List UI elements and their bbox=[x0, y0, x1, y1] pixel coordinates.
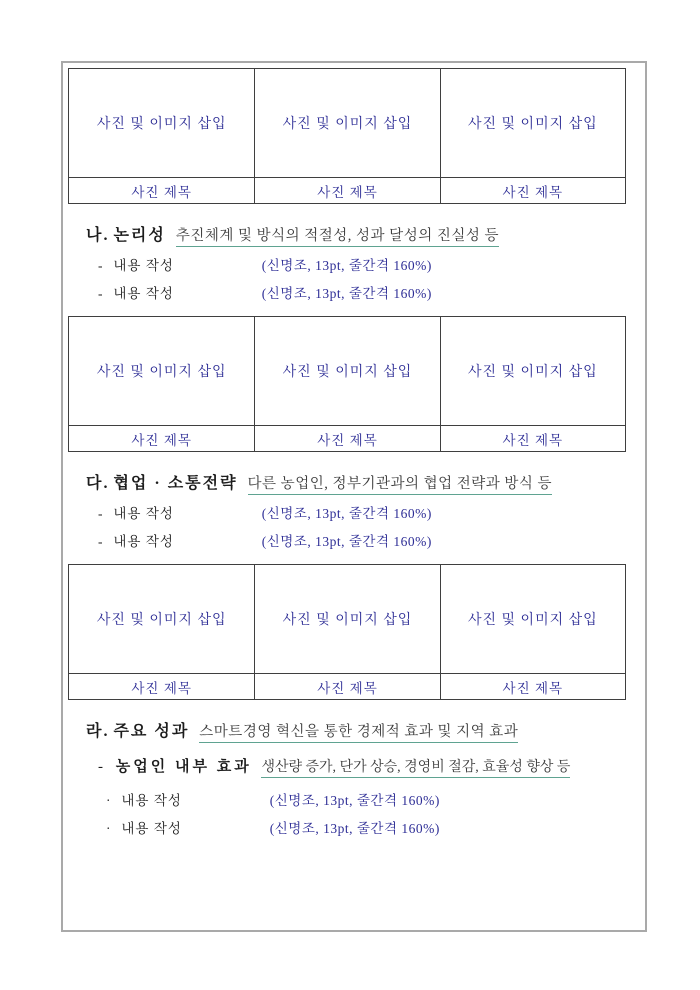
section-achievements bbox=[68, 720, 640, 843]
section-title: 주요 성과 bbox=[113, 723, 190, 740]
section-heading bbox=[68, 472, 640, 496]
section-heading bbox=[68, 224, 640, 248]
content-label: 내용 작성 bbox=[121, 821, 182, 836]
font-spec-note: (신명조, 13pt, 줄간격 160%) bbox=[269, 793, 440, 808]
photo-caption-text: 사진 제목 bbox=[131, 432, 192, 448]
photo-table-2 bbox=[68, 316, 626, 452]
font-spec-note: (신명조, 13pt, 줄간격 160%) bbox=[269, 821, 440, 836]
photo-placeholder-cell bbox=[254, 69, 439, 177]
section-descriptor: 스마트경영 혁신을 통한 경제적 효과 및 지역 효과 bbox=[199, 724, 518, 743]
photo-placeholder-cell bbox=[254, 565, 439, 673]
dash-bullet: - bbox=[98, 506, 103, 521]
dash-bullet: - bbox=[98, 534, 103, 549]
photo-caption-cell bbox=[69, 673, 254, 699]
caption-row bbox=[69, 425, 625, 451]
photo-caption-cell bbox=[254, 673, 439, 699]
content-label: 내용 작성 bbox=[121, 793, 182, 808]
photo-placeholder-cell bbox=[69, 69, 254, 177]
photo-placeholder-cell bbox=[69, 317, 254, 425]
page-border-frame bbox=[61, 61, 647, 932]
content-line bbox=[68, 500, 640, 528]
photo-table-1 bbox=[68, 68, 626, 204]
photo-placeholder-cell bbox=[440, 317, 625, 425]
photo-placeholder-cell bbox=[69, 565, 254, 673]
photo-caption-cell bbox=[254, 425, 439, 451]
photo-placeholder-cell bbox=[254, 317, 439, 425]
photo-caption-text: 사진 제목 bbox=[317, 680, 378, 696]
caption-row bbox=[69, 177, 625, 203]
section-number: 다. bbox=[86, 475, 110, 492]
photo-placeholder-text: 사진 및 이미지 삽입 bbox=[282, 365, 413, 380]
photo-row bbox=[69, 317, 625, 425]
photo-placeholder-cell bbox=[440, 565, 625, 673]
photo-placeholder-text: 사진 및 이미지 삽입 bbox=[96, 613, 227, 628]
font-spec-note: (신명조, 13pt, 줄간격 160%) bbox=[261, 258, 432, 273]
font-spec-note: (신명조, 13pt, 줄간격 160%) bbox=[261, 286, 432, 301]
dot-bullet: · bbox=[106, 793, 111, 808]
sub-heading-descriptor: 생산량 증가, 단가 상승, 경영비 절감, 효율성 향상 등 bbox=[261, 760, 570, 778]
photo-caption-text: 사진 제목 bbox=[317, 432, 378, 448]
content-line bbox=[68, 528, 640, 556]
photo-caption-text: 사진 제목 bbox=[502, 184, 564, 200]
content-line bbox=[68, 815, 640, 843]
photo-caption-text: 사진 제목 bbox=[502, 680, 564, 696]
photo-placeholder-cell bbox=[440, 69, 625, 177]
sub-heading-title: 농업인 내부 효과 bbox=[115, 759, 252, 775]
photo-caption-cell bbox=[254, 177, 439, 203]
dash-bullet: - bbox=[98, 258, 103, 273]
content-label: 내용 작성 bbox=[113, 258, 174, 273]
section-title: 협업 · 소통전략 bbox=[113, 475, 238, 492]
section-number: 라. bbox=[86, 723, 110, 740]
photo-placeholder-text: 사진 및 이미지 삽입 bbox=[282, 613, 413, 628]
photo-caption-text: 사진 제목 bbox=[131, 680, 192, 696]
photo-placeholder-text: 사진 및 이미지 삽입 bbox=[467, 613, 598, 628]
photo-row bbox=[69, 565, 625, 673]
photo-caption-text: 사진 제목 bbox=[131, 184, 192, 200]
photo-placeholder-text: 사진 및 이미지 삽입 bbox=[282, 117, 413, 132]
photo-row bbox=[69, 69, 625, 177]
sub-heading-line bbox=[68, 754, 640, 781]
dash-bullet: - bbox=[98, 759, 103, 775]
content-line bbox=[68, 280, 640, 308]
photo-placeholder-text: 사진 및 이미지 삽입 bbox=[96, 365, 227, 380]
font-spec-note: (신명조, 13pt, 줄간격 160%) bbox=[261, 506, 432, 521]
content-label: 내용 작성 bbox=[113, 506, 174, 521]
content-line bbox=[68, 787, 640, 815]
photo-placeholder-text: 사진 및 이미지 삽입 bbox=[467, 365, 598, 380]
photo-caption-cell bbox=[69, 425, 254, 451]
caption-row bbox=[69, 673, 625, 699]
content-line bbox=[68, 252, 640, 280]
section-collaboration bbox=[68, 472, 640, 556]
section-descriptor: 다른 농업인, 정부기관과의 협업 전략과 방식 등 bbox=[248, 476, 553, 495]
section-items bbox=[68, 787, 640, 843]
section-descriptor: 추진체계 및 방식의 적절성, 성과 달성의 진실성 등 bbox=[176, 228, 499, 247]
content-label: 내용 작성 bbox=[113, 286, 174, 301]
section-heading bbox=[68, 720, 640, 744]
section-items bbox=[68, 252, 640, 308]
photo-caption-cell bbox=[440, 673, 625, 699]
dot-bullet: · bbox=[106, 821, 111, 836]
photo-placeholder-text: 사진 및 이미지 삽입 bbox=[467, 117, 598, 132]
photo-caption-cell bbox=[440, 425, 625, 451]
section-title: 논리성 bbox=[113, 227, 166, 244]
photo-table-3 bbox=[68, 564, 626, 700]
photo-caption-cell bbox=[440, 177, 625, 203]
photo-caption-text: 사진 제목 bbox=[317, 184, 378, 200]
font-spec-note: (신명조, 13pt, 줄간격 160%) bbox=[261, 534, 432, 549]
photo-caption-cell bbox=[69, 177, 254, 203]
content-label: 내용 작성 bbox=[113, 534, 174, 549]
section-logic bbox=[68, 224, 640, 308]
photo-caption-text: 사진 제목 bbox=[502, 432, 564, 448]
photo-placeholder-text: 사진 및 이미지 삽입 bbox=[96, 117, 227, 132]
dash-bullet: - bbox=[98, 286, 103, 301]
section-items bbox=[68, 500, 640, 556]
section-number: 나. bbox=[86, 227, 110, 244]
